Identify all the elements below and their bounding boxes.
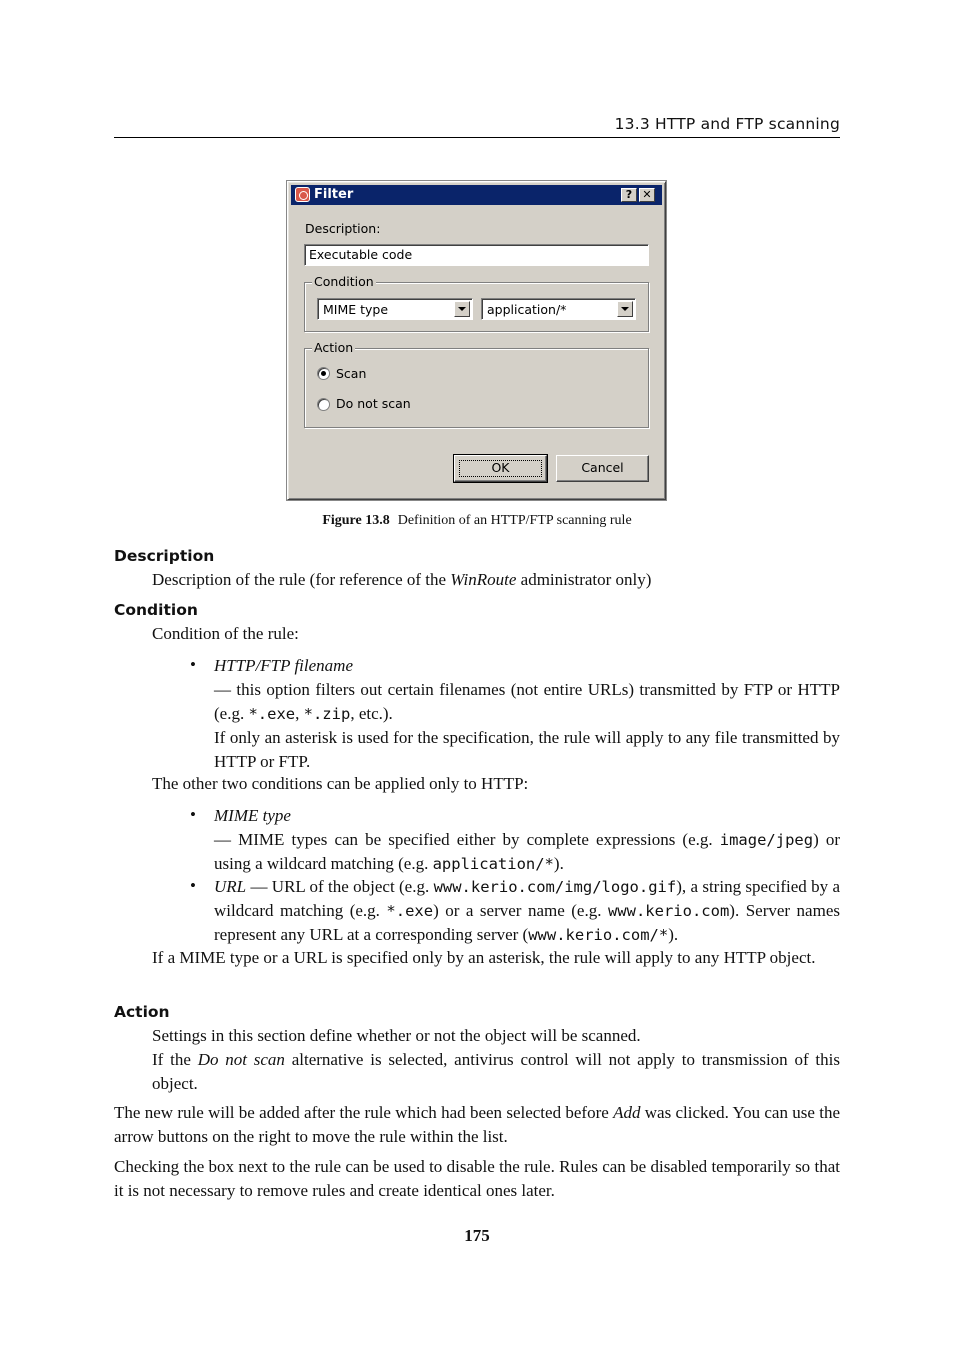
term-description: Description: [114, 547, 215, 565]
other-two-conditions: The other two conditions can be applied only to HTTP:: [152, 774, 529, 793]
condition-intro: Condition of the rule:: [152, 624, 299, 643]
running-header: 13.3 HTTP and FTP scanning: [614, 115, 840, 133]
description-input[interactable]: Executable code: [304, 244, 649, 266]
action-legend: Action: [314, 340, 354, 355]
term-action: Action: [114, 1003, 170, 1021]
term-condition: Condition: [114, 601, 198, 619]
bullet-1: •: [190, 655, 196, 674]
condition-type-value: MIME type: [323, 302, 389, 317]
close-button[interactable]: ✕: [639, 188, 655, 202]
chevron-down-icon[interactable]: [617, 301, 633, 317]
ok-button-label: OK: [491, 460, 510, 475]
condition-value: application/*: [487, 302, 567, 317]
filter-dialog: [287, 181, 666, 500]
action-paragraph: Settings in this section define whether or not the object will be scanned. If the Do not scan alternative is selected, antivirus control will not apply to transmission of this object.: [152, 1026, 840, 1093]
paragraph-disable-rule: Checking the box next to the rule can be used to disable the rule. Rules can be disabled temporarily so that it is not necessary to remove rules and create identical ones later.: [114, 1157, 840, 1200]
asterisk-note: If a MIME type or a URL is specified only by an asterisk, the rule will apply to any HTTP object.: [152, 948, 816, 967]
dialog-titlebar: [291, 185, 662, 205]
bullet-mime: MIME type — MIME types can be specified either by complete expressions (e.g. image/jpeg) or using a wildcard matching (e.g. application/*).: [214, 806, 840, 873]
help-button[interactable]: ?: [621, 188, 637, 202]
figure-label: Figure 13.8: [322, 513, 390, 528]
condition-legend: Condition: [314, 274, 374, 289]
description-paragraph: Description of the rule (for reference of the WinRoute administrator only): [152, 570, 652, 589]
description-label: Description:: [305, 221, 381, 236]
dialog-title: Filter: [314, 187, 354, 202]
radio-scan[interactable]: [317, 367, 330, 380]
action-group: [304, 348, 649, 428]
cancel-button[interactable]: Cancel: [556, 455, 649, 482]
radio-do-not-scan[interactable]: [317, 398, 330, 411]
paragraph-new-rule: The new rule will be added after the rule which had been selected before Add was clicked. You can use the arrow buttons on the right to move the rule within the list.: [114, 1103, 840, 1146]
radio-scan-label[interactable]: Scan: [336, 366, 367, 381]
figure-caption: [0, 513, 954, 529]
condition-type-select[interactable]: [317, 298, 473, 320]
page-number: 175: [464, 1226, 490, 1245]
bullet-3: •: [190, 876, 196, 895]
bullet-filename: HTTP/FTP filename — this option filters out certain filenames (not entire URLs) transmitted by FTP or HTTP (e.g. *.exe, *.zip, etc.). If only an asterisk is used for the specification, the rule will apply to any file transmitted by HTTP or FTP.: [214, 656, 840, 771]
bullet-url: URL — URL of the object (e.g. www.kerio.com/img/logo.gif), a string specified by a wildcard matching (e.g. *.exe) or a server name (e.g. www.kerio.com). Server names represent any URL at a corresponding server (www.kerio.com/*).: [214, 877, 840, 944]
app-icon: [295, 187, 310, 202]
ok-button[interactable]: [454, 455, 547, 482]
bullet-2: •: [190, 805, 196, 824]
header-rule: [114, 137, 840, 138]
radio-do-not-scan-label[interactable]: Do not scan: [336, 396, 411, 411]
condition-value-select[interactable]: [481, 298, 636, 320]
figure-caption-text: Definition of an HTTP/FTP scanning rule: [397, 513, 632, 528]
chevron-down-icon[interactable]: [454, 301, 470, 317]
